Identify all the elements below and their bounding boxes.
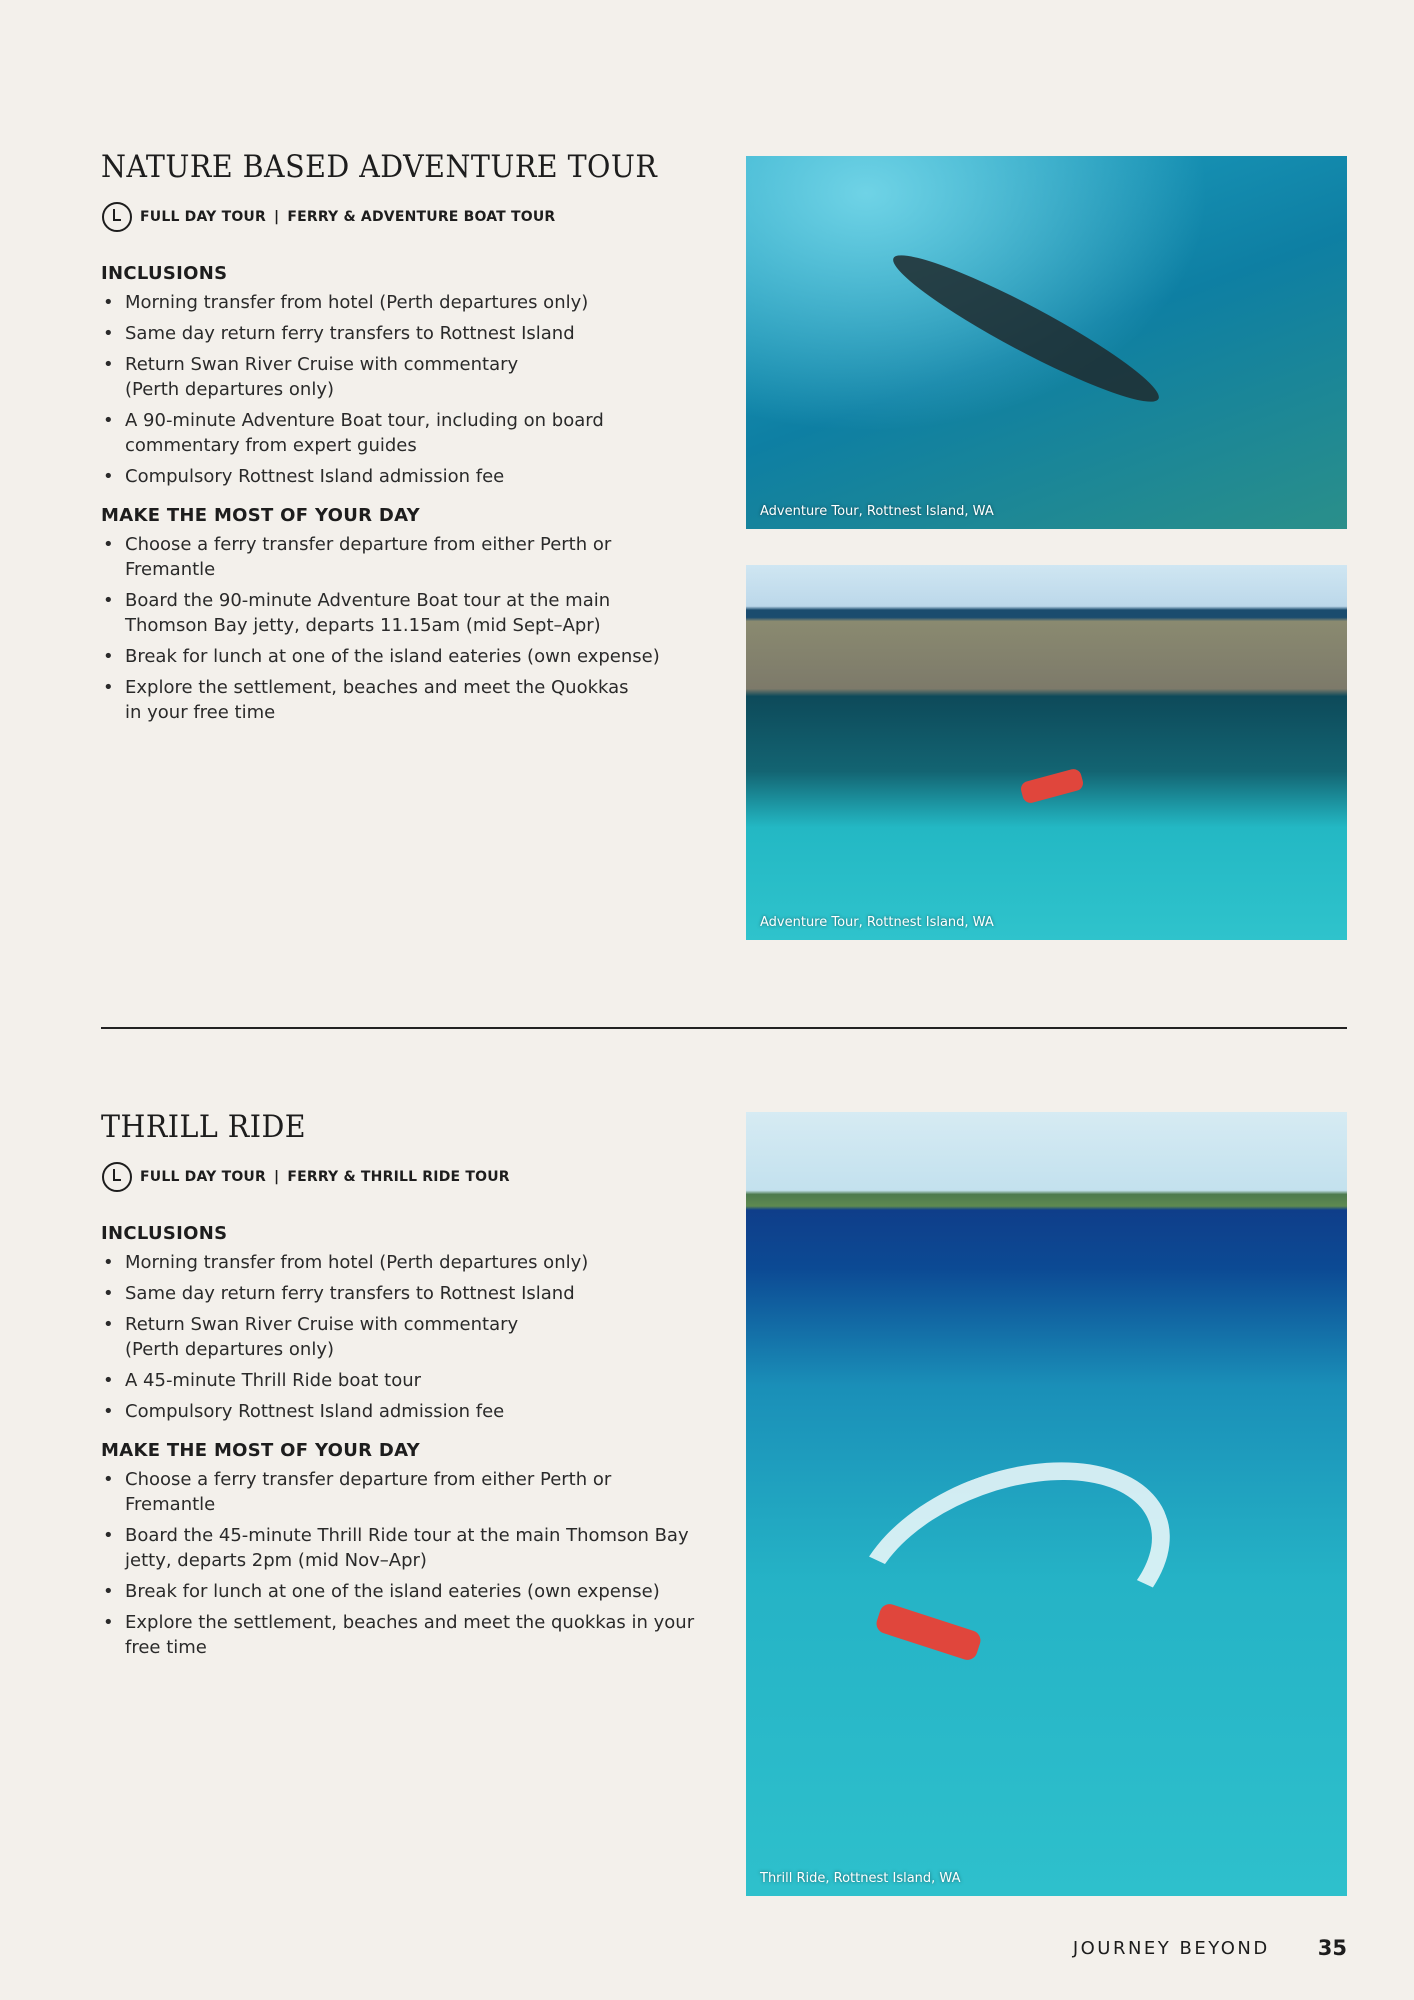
list-item: • Same day return ferry transfers to Rottnest Island: [101, 321, 721, 346]
clock-icon: [101, 201, 133, 233]
list-item: • Break for lunch at one of the island eateries (own expense): [101, 644, 721, 669]
tour-duration: FULL DAY TOUR: [140, 209, 266, 225]
list-item: • Choose a ferry transfer departure from either Perth or Fremantle: [101, 532, 621, 582]
page-number: 35: [1317, 1936, 1347, 1960]
list-item: • Compulsory Rottnest Island admission fee: [101, 1399, 721, 1424]
most-heading: MAKE THE MOST OF YOUR DAY: [101, 1440, 420, 1461]
photo-caption: Thrill Ride, Rottnest Island, WA: [760, 1871, 961, 1886]
inclusions-list: [101, 290, 721, 489]
sea-lion-photo: [746, 156, 1347, 529]
inclusions-heading: INCLUSIONS: [101, 263, 228, 284]
list-item: • Compulsory Rottnest Island admission fee: [101, 464, 721, 489]
thrill-ride-photo: [746, 1112, 1347, 1896]
tour-section-thrill: [101, 1109, 721, 1666]
list-item: • Explore the settlement, beaches and meet the Quokkas in your free time: [101, 675, 641, 725]
photo-caption: Adventure Tour, Rottnest Island, WA: [760, 915, 994, 930]
list-item: • A 45-minute Thrill Ride boat tour: [101, 1368, 721, 1393]
list-item: • Explore the settlement, beaches and meet the quokkas in your free time: [101, 1610, 721, 1660]
inclusions-list: [101, 1250, 721, 1424]
tour-section-adventure: [101, 149, 721, 731]
bay-photo: [746, 565, 1347, 940]
tour-duration: FULL DAY TOUR: [140, 1169, 266, 1185]
most-list: [101, 532, 721, 725]
clock-icon: [101, 1161, 133, 1193]
list-item: • Return Swan River Cruise with commentary (Perth departures only): [101, 352, 541, 402]
list-item: • Break for lunch at one of the island eateries (own expense): [101, 1579, 721, 1604]
list-item: • Board the 45-minute Thrill Ride tour at the main Thomson Bay jetty, departs 2pm (mid Nov–Apr): [101, 1523, 721, 1573]
tour-type: FERRY & THRILL RIDE TOUR: [287, 1169, 510, 1185]
photo-caption: Adventure Tour, Rottnest Island, WA: [760, 504, 994, 519]
tour-meta: FULL DAY TOUR | FERRY & THRILL RIDE TOUR: [101, 1161, 721, 1193]
list-item: • Return Swan River Cruise with commentary (Perth departures only): [101, 1312, 541, 1362]
inclusions-heading: INCLUSIONS: [101, 1223, 228, 1244]
most-heading: MAKE THE MOST OF YOUR DAY: [101, 505, 420, 526]
most-list: [101, 1467, 721, 1660]
list-item: • Same day return ferry transfers to Rottnest Island: [101, 1281, 721, 1306]
brand-name: JOURNEY BEYOND: [1072, 1937, 1270, 1959]
list-item: • Morning transfer from hotel (Perth departures only): [101, 290, 721, 315]
tour-title: THRILL RIDE: [101, 1109, 307, 1145]
list-item: • Morning transfer from hotel (Perth departures only): [101, 1250, 721, 1275]
tour-meta: FULL DAY TOUR | FERRY & ADVENTURE BOAT TOUR: [101, 201, 721, 233]
tour-title: NATURE BASED ADVENTURE TOUR: [101, 149, 658, 185]
tour-type: FERRY & ADVENTURE BOAT TOUR: [287, 209, 556, 225]
section-divider: [101, 1027, 1347, 1029]
list-item: • Choose a ferry transfer departure from either Perth or Fremantle: [101, 1467, 621, 1517]
list-item: • A 90-minute Adventure Boat tour, including on board commentary from expert guides: [101, 408, 631, 458]
page-footer: [1073, 1936, 1347, 1960]
list-item: • Board the 90-minute Adventure Boat tour at the main Thomson Bay jetty, departs 11.15am (mid Sept–Apr): [101, 588, 641, 638]
